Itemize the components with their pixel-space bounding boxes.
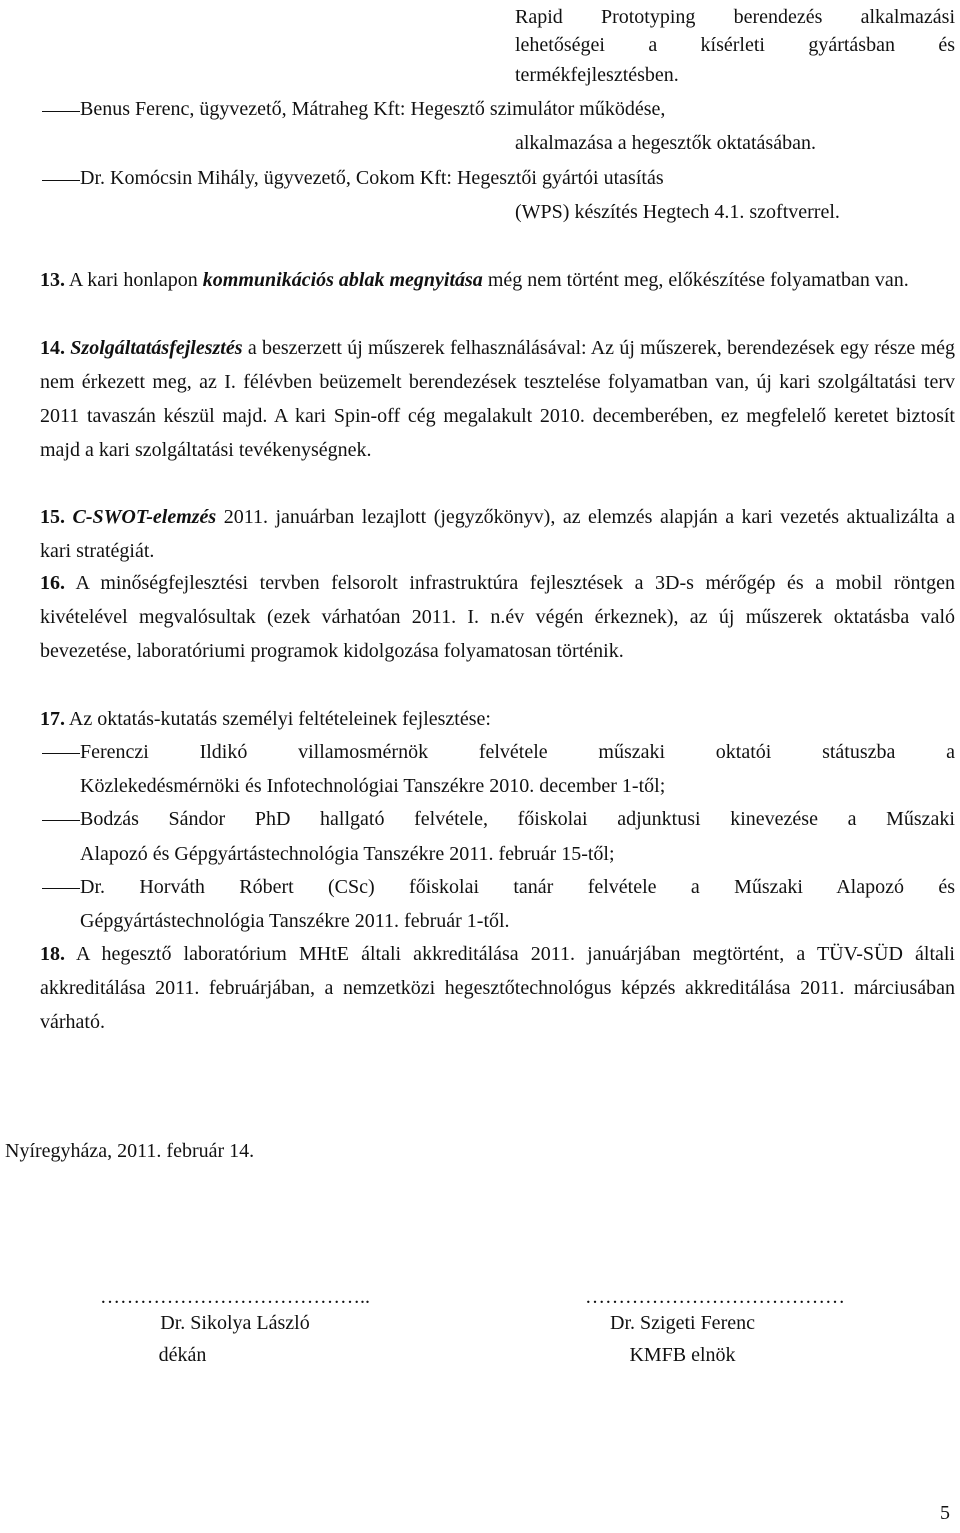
item-number: 15. [40, 506, 65, 528]
item-16: 16. A minőségfejlesztési tervben felsorolt infrastruktúra fejlesztések a 3D-s mérőgép és a mobil röntgen kivételével megvalósultak (ezek várhatóan 2011. I. n.év végén érkeznek), az új műszerek oktatásba való bevezetése, laboratóriumi programok kidolgozása folyamatosan történik. [40, 572, 955, 662]
emphasis: C-SWOT-elemzés [72, 506, 217, 528]
horvath-line-1: Dr. Horváth Róbert (CSc) főiskolai tanár felvétele a Műszaki Alapozó és [80, 876, 955, 898]
dash-bullet [42, 111, 80, 112]
signer-name-right: Dr. Szigeti Ferenc [610, 1312, 755, 1334]
dash-bullet [42, 820, 80, 821]
signature-dots-left: ………………………………….. [100, 1286, 370, 1308]
komocsin-line-2: (WPS) készítés Hegtech 4.1. szoftverrel. [515, 201, 840, 223]
item-number: 17. [40, 708, 65, 730]
item-18: 18. A hegesztő laboratórium MHtE általi akkreditálása 2011. januárjában megtörtént, a TÜV-SÜD általi akkreditálása 2011. februárjában, a nemzetközi hegesztőtechnológus képzés akkreditálása 2011. márciusában várható. [40, 943, 955, 1033]
benus-line-2: alkalmazása a hegesztők oktatásában. [515, 132, 816, 154]
rp-line-2: lehetőségei a kísérleti gyártásban és [515, 34, 955, 56]
horvath-line-2: Gépgyártástechnológia Tanszékre 2011. február 1-től. [80, 910, 510, 932]
item-number: 16. [40, 572, 65, 594]
item-14: 14. Szolgáltatásfejlesztés a beszerzett új műszerek felhasználásával: Az új műszerek, berendezések egy része még nem érkezett meg, az I. félévben beüzemelt berendezések tesztelése folyamatban van, új kari szolgáltatási terv 2011 tavaszán készül majd. A kari Spin-off cég megalakult 2010. decemberében, ez megfelelő keretet biztosít majd a kari szolgáltatási tevékenységnek. [40, 337, 956, 461]
item-number: 14. [40, 337, 65, 359]
item-17: 17. Az oktatás-kutatás személyi feltételeinek fejlesztése: [40, 708, 491, 730]
signer-name-left: Dr. Sikolya László [160, 1312, 310, 1334]
dash-bullet [42, 180, 80, 181]
bodzas-line-2: Alapozó és Gépgyártástechnológia Tanszékre 2011. február 15-től; [80, 843, 615, 865]
page-number: 5 [940, 1502, 950, 1524]
signer-title-left: dékán [158, 1344, 207, 1366]
bodzas-line-1: Bodzás Sándor PhD hallgató felvétele, főiskolai adjunktusi kinevezése a Műszaki [80, 808, 955, 830]
signer-title-right: KMFB elnök [629, 1344, 736, 1366]
ferenczi-line-2: Közlekedésmérnöki és Infotechnológiai Tanszékre 2010. december 1-től; [80, 775, 666, 797]
ferenczi-line-1: Ferenczi Ildikó villamosmérnök felvétele műszaki oktatói státuszba a [80, 741, 955, 763]
dash-bullet [42, 888, 80, 889]
emphasis: Szolgáltatásfejlesztés [70, 337, 243, 359]
dash-bullet [42, 753, 80, 754]
date-line: Nyíregyháza, 2011. február 14. [5, 1140, 255, 1162]
rp-line-1: Rapid Prototyping berendezés alkalmazási [515, 6, 955, 28]
benus-line-1: Benus Ferenc, ügyvezető, Mátraheg Kft: Hegesztő szimulátor működése, [80, 98, 666, 120]
item-number: 13. [40, 269, 65, 291]
item-13: 13. A kari honlapon kommunikációs ablak megnyitása még nem történt meg, előkészítése folyamatban van. [40, 269, 909, 291]
signature-dots-right: ………………………………… [585, 1286, 845, 1308]
emphasis: kommunikációs ablak megnyitása [202, 269, 483, 291]
rp-line-3: termékfejlesztésben. [515, 64, 679, 86]
komocsin-line-1: Dr. Komócsin Mihály, ügyvezető, Cokom Kft: Hegesztői gyártói utasítás [80, 167, 664, 189]
item-15: 15. C-SWOT-elemzés 2011. januárban lezajlott (jegyzőkönyv), az elemzés alapján a kari vezetés aktualizálta a kari stratégiát. [40, 506, 956, 562]
item-number: 18. [40, 943, 65, 965]
